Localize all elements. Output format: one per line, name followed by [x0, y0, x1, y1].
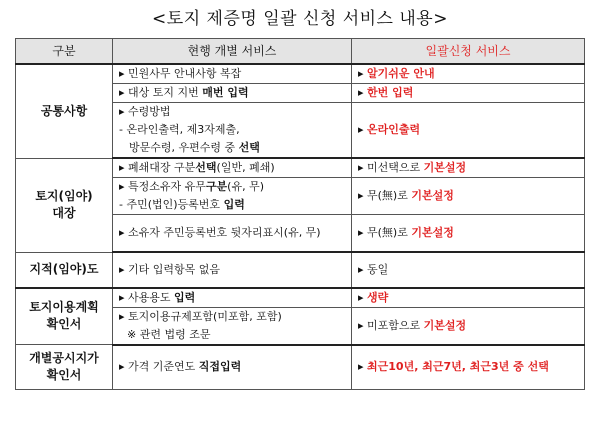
current-item: ▸ 토지이용규제포함(미포함, 포함) [119, 309, 282, 323]
batch-item: ▸ 미선택으로 기본설정 [358, 161, 467, 174]
batch-item: ▸ 온라인출력 [358, 123, 421, 136]
category-land-use-plan: 토지이용계획 확인서 [16, 288, 113, 345]
current-item: ▸ 사용용도 입력 [119, 290, 196, 304]
batch-item: ▸ 최근10년, 최근7년, 최근3년 중 선택 [358, 360, 549, 374]
current-item: ▸ 소유자 주민등록번호 뒷자리표시(유, 무) [119, 226, 321, 239]
current-item: ▸ 기타 입력항목 없음 [119, 262, 221, 276]
batch-item: ▸ 동일 [358, 262, 389, 276]
page-title: <토지 제증명 일괄 신청 서비스 내용> [152, 9, 448, 29]
batch-item: ▸ 한번 입력 [358, 86, 414, 99]
batch-item: ▸ 미포함으로 기본설정 [358, 318, 467, 332]
table-row [16, 158, 585, 178]
table-row [16, 64, 585, 84]
current-item-note: ※ 관련 법령 조문 [127, 327, 211, 341]
table-row [16, 345, 585, 390]
category-cadastral-map: 지적(임야)도 [16, 252, 113, 288]
current-item: ▸ 대상 토지 지번 매번 입력 [119, 86, 249, 99]
table-header-row [16, 39, 585, 65]
batch-item: ▸ 알기쉬운 안내 [358, 67, 435, 80]
current-item-sub: - 온라인출력, 제3자제출, [119, 123, 240, 136]
current-item: ▸ 가격 기준연도 직접입력 [119, 360, 242, 374]
category-common: 공통사항 [16, 64, 113, 158]
header-current-service: 현행 개별 서비스 [113, 39, 352, 65]
header-category: 구분 [16, 39, 113, 65]
table-row [16, 288, 585, 308]
current-item: ▸ 민원사무 안내사항 복잡 [119, 67, 242, 80]
header-batch-service: 일괄신청 서비스 [352, 39, 585, 65]
current-item-sub: - 주민(법인)등록번호 입력 [119, 198, 245, 211]
batch-item: ▸ 무(無)로 기본설정 [358, 226, 454, 239]
table-row [16, 252, 585, 288]
current-item-sub: 방문수령, 우편수령 중 선택 [129, 141, 260, 154]
batch-item: ▸ 무(無)로 기본설정 [358, 189, 454, 202]
current-item: ▸ 수령방법 [119, 105, 171, 118]
current-item: ▸ 특정소유자 유무구분(유, 무) [119, 180, 264, 193]
current-item: ▸ 폐쇄대장 구분선택(일반, 폐쇄) [119, 161, 275, 174]
category-land-price: 개별공시지가 확인서 [16, 345, 113, 390]
category-land-register: 토지(임야) 대장 [16, 158, 113, 252]
service-comparison-table [15, 38, 585, 390]
batch-item: ▸ 생략 [358, 290, 389, 304]
